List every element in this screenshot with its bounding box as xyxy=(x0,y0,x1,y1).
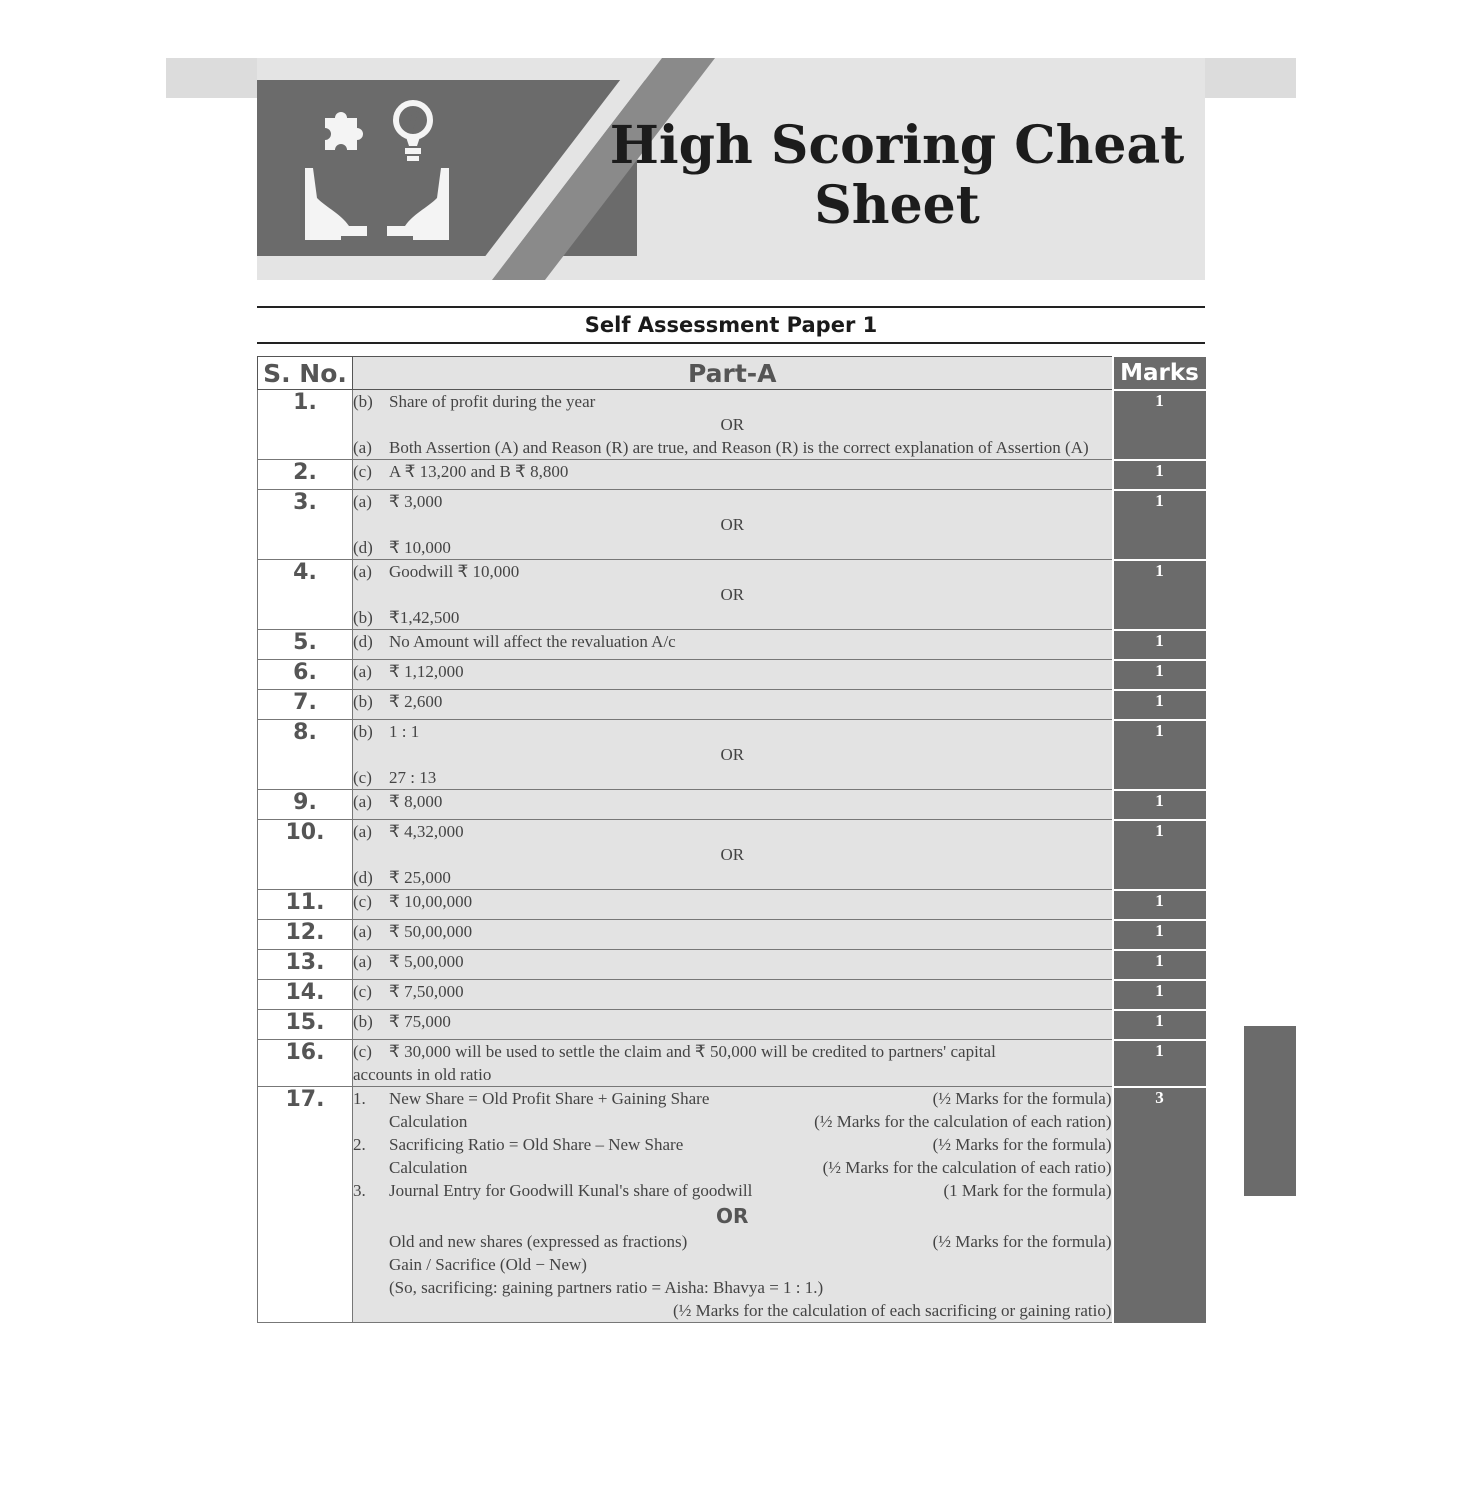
row-answer xyxy=(353,390,1113,460)
table-row xyxy=(258,950,1206,980)
step-text: (So, sacrificing: gaining partners ratio = Aisha: Bhavya = 1 : 1.) xyxy=(389,1278,824,1297)
answer-text: ₹ 4,32,000 xyxy=(389,822,464,841)
row-sno: 3. xyxy=(258,490,353,560)
step-text: Sacrificing Ratio = Old Share – New Share xyxy=(389,1135,684,1154)
answer-text: ₹ 75,000 xyxy=(389,1012,451,1031)
option-letter: (b) xyxy=(353,608,373,627)
row-answer xyxy=(353,460,1113,490)
answer-text: No Amount will affect the revaluation A/c xyxy=(389,632,676,651)
row-sno: 8. xyxy=(258,720,353,790)
or-label: OR xyxy=(720,845,745,864)
title-rule-top xyxy=(257,306,1205,308)
option-letter: (d) xyxy=(353,868,373,887)
answer-text: ₹ 30,000 will be used to settle the claim and ₹ 50,000 will be credited to partners' capital xyxy=(389,1042,996,1061)
answer-text: 27 : 13 xyxy=(389,768,437,787)
step-number: 2. xyxy=(353,1135,366,1154)
table-row xyxy=(258,1040,1206,1087)
row-answer xyxy=(353,980,1113,1010)
answer-text: ₹ 10,00,000 xyxy=(389,892,473,911)
marks-note: (½ Marks for the calculation of each ration) xyxy=(814,1112,1112,1131)
option-letter: (c) xyxy=(353,462,372,481)
row-sno: 13. xyxy=(258,950,353,980)
marks-note: (½ Marks for the formula) xyxy=(932,1135,1112,1154)
row-marks: 1 xyxy=(1113,1040,1206,1087)
header-side-strip-right xyxy=(1204,58,1296,98)
option-letter: (a) xyxy=(353,562,372,581)
row-answer xyxy=(353,790,1113,820)
page-edge-tab xyxy=(1244,1026,1296,1196)
step-text: Journal Entry for Goodwill Kunal's share of goodwill xyxy=(389,1181,753,1200)
row-answer xyxy=(353,950,1113,980)
table-row xyxy=(258,890,1206,920)
step-text: New Share = Old Profit Share + Gaining Share xyxy=(389,1089,710,1108)
row-answer xyxy=(353,720,1113,790)
row-answer xyxy=(353,630,1113,660)
row-sno: 2. xyxy=(258,460,353,490)
row-answer xyxy=(353,1087,1113,1323)
table-row xyxy=(258,390,1206,460)
step-text: Gain / Sacrifice (Old − New) xyxy=(389,1255,587,1274)
step-text: Calculation xyxy=(389,1112,468,1131)
option-letter: (b) xyxy=(353,692,373,711)
row-sno: 17. xyxy=(258,1087,353,1323)
step-text: Old and new shares (expressed as fractions) xyxy=(389,1232,688,1251)
answer-text: ₹ 10,000 xyxy=(389,538,451,557)
row-sno: 4. xyxy=(258,560,353,630)
option-letter: (b) xyxy=(353,722,373,741)
answer-text: ₹ 8,000 xyxy=(389,792,443,811)
table-row xyxy=(258,660,1206,690)
row-answer xyxy=(353,920,1113,950)
option-letter: (a) xyxy=(353,952,372,971)
row-sno: 1. xyxy=(258,390,353,460)
option-letter: (a) xyxy=(353,662,372,681)
row-answer xyxy=(353,490,1113,560)
paper-title: Self Assessment Paper 1 xyxy=(584,313,878,337)
option-letter: (d) xyxy=(353,538,373,557)
column-header-sno: S. No. xyxy=(258,357,353,390)
table-row xyxy=(258,980,1206,1010)
row-marks: 1 xyxy=(1113,720,1206,790)
option-letter: (d) xyxy=(353,632,373,651)
row-marks: 1 xyxy=(1113,560,1206,630)
table-row xyxy=(258,1087,1206,1323)
row-answer xyxy=(353,1040,1113,1087)
or-label: OR xyxy=(720,585,745,604)
answer-text: ₹ 1,12,000 xyxy=(389,662,464,681)
marks-note: (½ Marks for the calculation of each ratio) xyxy=(822,1158,1112,1177)
row-marks: 1 xyxy=(1113,790,1206,820)
option-letter: (a) xyxy=(353,822,372,841)
table-row xyxy=(258,1010,1206,1040)
table-row xyxy=(258,920,1206,950)
step-number: 1. xyxy=(353,1089,366,1108)
or-label: OR xyxy=(720,415,745,434)
table-row xyxy=(258,690,1206,720)
row-answer xyxy=(353,690,1113,720)
option-letter: (a) xyxy=(353,492,372,511)
table-row xyxy=(258,630,1206,660)
row-answer xyxy=(353,1010,1113,1040)
row-marks: 1 xyxy=(1113,950,1206,980)
row-marks: 1 xyxy=(1113,630,1206,660)
row-answer xyxy=(353,660,1113,690)
answer-key-table xyxy=(257,356,1206,1323)
marks-note: (1 Mark for the formula) xyxy=(943,1181,1112,1200)
row-marks: 1 xyxy=(1113,920,1206,950)
answer-text: ₹ 2,600 xyxy=(389,692,443,711)
table-row xyxy=(258,790,1206,820)
answer-text: ₹ 7,50,000 xyxy=(389,982,464,1001)
banner-title-line1: High Scoring Cheat xyxy=(609,115,1185,176)
row-sno: 16. xyxy=(258,1040,353,1087)
row-sno: 11. xyxy=(258,890,353,920)
marks-note: (½ Marks for the calculation of each sacrificing or gaining ratio) xyxy=(672,1301,1112,1320)
row-marks: 1 xyxy=(1113,460,1206,490)
hands-puzzle-bulb-icon xyxy=(297,98,457,248)
answer-text: Both Assertion (A) and Reason (R) are true, and Reason (R) is the correct explanation of Assertion (A) xyxy=(389,438,1089,457)
row-sno: 6. xyxy=(258,660,353,690)
row-marks: 1 xyxy=(1113,1010,1206,1040)
row-marks: 1 xyxy=(1113,980,1206,1010)
row-sno: 14. xyxy=(258,980,353,1010)
row-sno: 5. xyxy=(258,630,353,660)
marks-note: (½ Marks for the formula) xyxy=(932,1232,1112,1251)
column-header-marks: Marks xyxy=(1113,357,1206,390)
table-row xyxy=(258,720,1206,790)
table-row xyxy=(258,560,1206,630)
row-sno: 10. xyxy=(258,820,353,890)
row-answer xyxy=(353,890,1113,920)
banner-title xyxy=(607,116,1187,236)
row-answer xyxy=(353,560,1113,630)
answer-text-continued: accounts in old ratio xyxy=(353,1065,492,1084)
row-marks: 3 xyxy=(1113,1087,1206,1323)
title-rule-bottom xyxy=(257,342,1205,344)
option-letter: (a) xyxy=(353,438,372,457)
row-sno: 9. xyxy=(258,790,353,820)
row-marks: 1 xyxy=(1113,820,1206,890)
row-sno: 7. xyxy=(258,690,353,720)
row-answer xyxy=(353,820,1113,890)
row-sno: 15. xyxy=(258,1010,353,1040)
marks-note: (½ Marks for the formula) xyxy=(932,1089,1112,1108)
or-label: OR xyxy=(720,515,745,534)
answer-text: ₹ 3,000 xyxy=(389,492,443,511)
answer-text: 1 : 1 xyxy=(389,722,420,741)
answer-text: A ₹ 13,200 and B ₹ 8,800 xyxy=(389,462,569,481)
answer-text: ₹ 5,00,000 xyxy=(389,952,464,971)
row-marks: 1 xyxy=(1113,490,1206,560)
option-letter: (c) xyxy=(353,982,372,1001)
table-row xyxy=(258,820,1206,890)
step-text: Calculation xyxy=(389,1158,468,1177)
option-letter: (c) xyxy=(353,768,372,787)
answer-text: ₹ 25,000 xyxy=(389,868,451,887)
or-label-large: OR xyxy=(716,1204,749,1228)
table-row xyxy=(258,490,1206,560)
row-marks: 1 xyxy=(1113,690,1206,720)
option-letter: (a) xyxy=(353,792,372,811)
option-letter: (a) xyxy=(353,922,372,941)
row-marks: 1 xyxy=(1113,660,1206,690)
table-row xyxy=(258,460,1206,490)
row-sno: 12. xyxy=(258,920,353,950)
option-letter: (b) xyxy=(353,1012,373,1031)
answer-text: Goodwill ₹ 10,000 xyxy=(389,562,520,581)
row-marks: 1 xyxy=(1113,890,1206,920)
option-letter: (b) xyxy=(353,392,373,411)
option-letter: (c) xyxy=(353,1042,372,1061)
row-marks: 1 xyxy=(1113,390,1206,460)
answer-text: Share of profit during the year xyxy=(389,392,596,411)
option-letter: (c) xyxy=(353,892,372,911)
step-number: 3. xyxy=(353,1181,366,1200)
answer-text: ₹1,42,500 xyxy=(389,608,460,627)
answer-text: ₹ 50,00,000 xyxy=(389,922,473,941)
banner-title-line2: Sheet xyxy=(814,175,980,236)
or-label: OR xyxy=(720,745,745,764)
header-side-strip-left xyxy=(166,58,258,98)
header-banner xyxy=(257,58,1205,280)
column-header-part: Part-A xyxy=(353,357,1113,390)
